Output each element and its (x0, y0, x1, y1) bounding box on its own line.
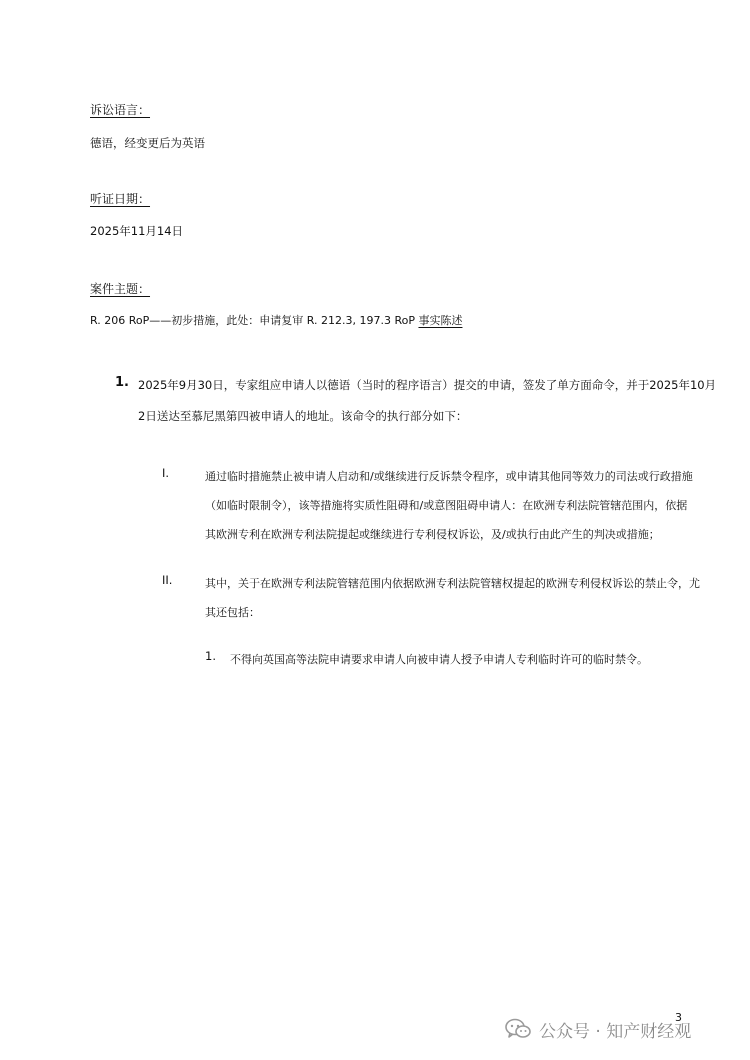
item-line: 其欧洲专利在欧洲专利法院提起或继续进行专利侵权诉讼，及/或执行由此产生的判决或措施； (205, 528, 660, 541)
language-value: 德语，经变更后为英语 (90, 136, 205, 150)
item-numeral: I. (162, 466, 170, 480)
subitem-text: 不得向英国高等法院申请要求申请人向被申请人授予申请人专利临时许可的临时禁令。 (230, 653, 648, 666)
item-numeral: II. (162, 573, 173, 587)
item-line: 其还包括： (205, 606, 260, 619)
language-label: 诉讼语言： (90, 103, 151, 117)
wechat-icon (505, 1018, 531, 1040)
paragraph-line-2: 2日送达至慕尼黑第四被申请人的地址。该命令的执行部分如下： (138, 409, 468, 423)
subitem-number: 1. (205, 649, 216, 663)
subject-underlined: 事实陈述 (418, 314, 463, 327)
subject-main: R. 206 RoP——初步措施，此处：申请复审 R. 212.3, 197.3 RoP (90, 314, 419, 327)
subject-value (90, 312, 462, 328)
paragraph-line-1: 2025年9月30日，专家组应申请人以德语（当时的程序语言）提交的申请，签发了单方面命令，并于2025年10月 (138, 378, 717, 392)
paragraph-number: 1. (115, 375, 129, 390)
item-line: 通过临时措施禁止被申请人启动和/或继续进行反诉禁令程序，或申请其他同等效力的司法或行政措施 (205, 470, 693, 483)
item-line: （如临时限制令），该等措施将实质性阻碍和/或意图阻碍申请人：在欧洲专利法院管辖范围内，依据 (205, 499, 688, 512)
hearing-value: 2025年11月14日 (90, 224, 184, 238)
page-number: 3 (675, 1011, 682, 1024)
hearing-label: 听证日期： (90, 192, 151, 206)
watermark (505, 1016, 691, 1042)
item-line: 其中，关于在欧洲专利法院管辖范围内依据欧洲专利法院管辖权提起的欧洲专利侵权诉讼的禁止令，尤 (205, 577, 700, 590)
subject-label: 案件主题： (90, 282, 151, 296)
watermark-text: 公众号 · 知产财经观 (539, 1021, 692, 1042)
